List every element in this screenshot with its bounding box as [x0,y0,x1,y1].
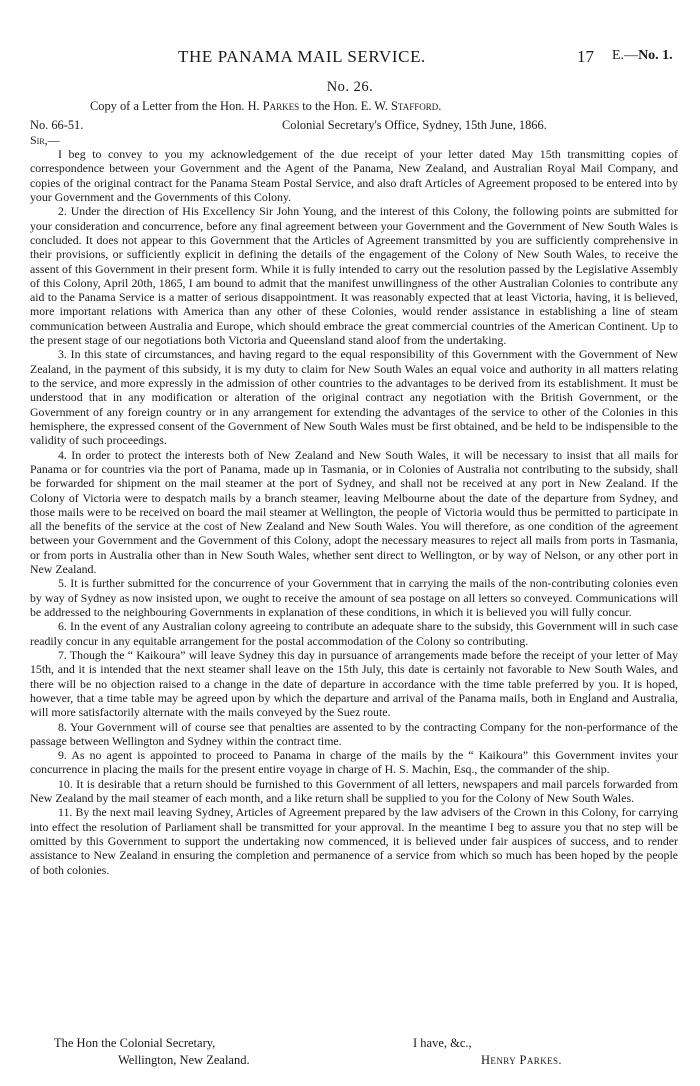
paragraph-5: 5. It is further submitted for the concurrence of your Government that in carrying the mails of the non-contributing colonies even by way of Sydney as now insisted upon, we ought to receive the amount of sea postage on all letters so conveyed. Communications will be addressed to the neighbouring Governments in explanation of these conditions, in which it is believed you will fully concur. [30,576,678,619]
paragraph-8: 8. Your Government will of course see that penalties are assented to by the contracting Company for the non-performance of the passage between Wellington and Sydney within the contract time. [30,719,678,748]
paragraph-11: 11. By the next mail leaving Sydney, Articles of Agreement prepared by the law advisers of the Crown in this Colony, for carrying into effect the resolution of Parliament shall be transmitted for your approval. In the meantime I beg to assure you that no step will be omitted by this Government to support the undertaking now commenced, it is believed under fair auspices of success, and to render assistance to New Zealand in ensuring the completion and permanence of a service from which so much has been hoped by the people of both colonies. [30,805,678,877]
paragraph-2: 2. Under the direction of His Excellency Sir John Young, and the interest of this Colony, the following points are submitted for your consideration and concurrence, before any final agreement between your Government and the Government of New South Wales is concluded. It does not appear to this Government that the Articles of Agreement transmitted by you are sufficiently comprehensive in their provisions, or sufficiently explicit in defining the details of the engagement of the Colony of New South Wales, to receive the assent of this Government in their present form. While it is fully intended to carry out the resolution passed by the Legislative Assembly of this Colony, April 20th, 1865, I am bound to admit that the manifest unwillingness of the other Australian Colonies to contribute any aid to the Panama Service is a matter of serious disappointment. It was reasonably expected that at least Victoria, having, it is believed, more important relations with America than any other of these Colonies, would render assistance in establishing a line of steam communication between Australia and Europe, which should embrace the great commercial countries of the American Continent. Up to the present stage of our negotiations both Victoria and Queensland stand aloof from the undertaking. [30,204,678,348]
paper-reference [612,48,673,64]
page-number: 17 [577,47,594,66]
letter-body [30,147,678,877]
paper-reference-number: No. 1. [638,48,673,63]
caption-lead: Copy of a Letter from the Hon. [90,99,248,113]
paragraph-6: 6. In the event of any Australian colony agreeing to contribute an adequate share to the subsidy, this Government will in such case readily concur in any equitable arrangement for the postal accommodation of the Colony so contributing. [30,619,678,648]
paragraph-10: 10. It is desirable that a return should be furnished to this Government of all letters, newspapers and mail parcels forwarded from New Zealand by the mail steamer of each month, and a like return shall be supplied to you for the Colony of New South Wales. [30,776,678,806]
paragraph-7: 7. Though the “ Kaikoura” will leave Sydney this day in pursuance of arrangements made before the receipt of your letter of May 15th, and it is intended that the next steamer shall leave on the 15th July, this date is certainly not favorable to New South Wales, and there will be no objection raised to a change in the date of departure in accordance with the time table preferred by you. It is hoped, however, that a time table may be agreed upon by which the departure and arrival of the Panama mails, both in England and Australia, will more satisfactorily alternate with the mails conveyed by the Suez route. [30,647,678,720]
letter-caption [90,99,441,114]
addressee: The Hon the Colonial Secretary, [54,1036,216,1050]
signature: Henry Parkes. [481,1053,562,1067]
paragraph-1: I beg to convey to you my acknowledgement of the due receipt of your letter dated May 15th transmitting copies of correspondence between your Government and the Agent of the Panama, New Zealand, and Australian Royal Mail Company, and copies of the original contract for the Panama Steam Postal Service, and also draft Articles of Agreement proposed to be entered into by your Government and the Governments of this Colony. [30,147,678,204]
paper-reference-prefix: E.— [612,48,639,63]
letter-number: No. 26. [326,79,374,95]
caption-sender: H. Parkes [247,99,300,113]
caption-recipient: E. W. Stafford. [360,99,442,113]
addressee-location: Wellington, New Zealand. [118,1053,250,1067]
valediction: I have, &c., [413,1036,472,1050]
salutation: Sir,— [30,133,60,147]
paragraph-4: 4. In order to protect the interests both of New Zealand and New South Wales, it will be necessary to insist that all mails for Panama or for countries via the port of Panama, made up in Tasmania, or in Colonies of Australia not contributing to the subsidy, shall be forwarded for shipment on the mail steamer at the port of Sydney, and shall not be received at any port in New Zealand. If the Colony of Victoria were to despatch mails by a branch steamer, leaving Melbourne about the date of the departure from Sydney, and those mails were to be received on board the mail steamer at Wellington, the people of Victoria would thus be permitted to participate in all the benefits of the service at the cost of New Zealand and New South Wales. You will therefore, as one condition of the agreement between your Government and the Government of this Colony, adopt the necessary measures to reject all mails from ports in Tasmania, or from ports in Australia other than in New South Wales, whether sent direct to Wellington, or by way of Nelson, or any other port in New Zealand. [30,447,678,577]
reference-line [30,118,678,134]
paragraph-9: 9. As no agent is appointed to proceed to Panama in charge of the mails by the “ Kaikoura” this Government invites your concurrence in placing the mails for the present entire voyage in charge of H. S. Machin, Esq., the commander of the ship. [30,748,678,777]
paragraph-3: 3. In this state of circumstances, and having regard to the equal responsibility of this Government with the Government of New Zealand, in the payment of this subsidy, it is my duty to claim for New South Wales an equal voice and authority in all matters relating to the service, and more expressly in the admission of other countries to the advantages to be derived from its establishment. It must be understood that in any modification or alteration of the original contract any negotiation with the British Government, or the Government of any foreign country or in any arrangement for extending the advantages of the service to other of the Colonies in this hemisphere, the expressed consent of the Government of New South Wales must be first obtained, and be held to be indispensible to the validity of such proceedings. [30,347,678,448]
running-title: THE PANAMA MAIL SERVICE. [178,47,426,66]
reference-number: No. 66-51. [30,118,84,132]
caption-mid: to the Hon. [299,99,361,113]
page-header [0,47,700,67]
place-and-date: Colonial Secretary's Office, Sydney, 15th June, 1866. [282,118,547,132]
